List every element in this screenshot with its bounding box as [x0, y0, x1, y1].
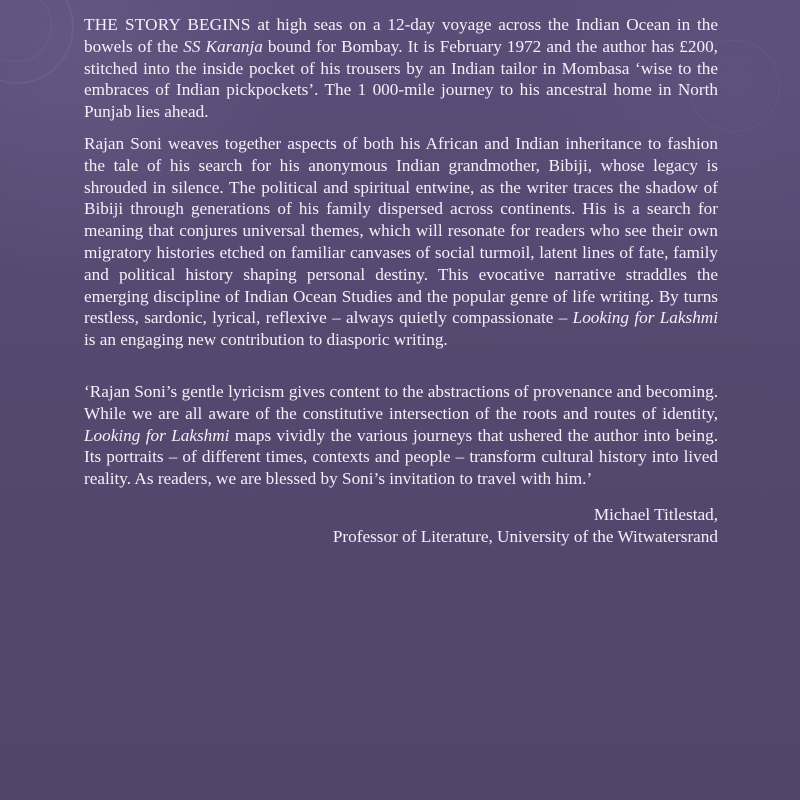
blurb-paragraph-2 — [84, 133, 718, 351]
blurb-text: at high seas on a 12-day voyage across the Indian Ocean in the bowels of the — [84, 15, 718, 56]
quote-text: ‘Rajan Soni’s gentle lyricism gives content to the abstractions of provenance and becoming. While we are all aware of the constitutive intersection of the roots and routes of identity, — [84, 381, 718, 423]
endorser-name: Michael Titlestad, — [593, 504, 718, 524]
endorsement-attribution — [84, 504, 718, 548]
lead-in-caps: THE STORY BEGINS — [84, 15, 251, 34]
book-title: Looking for Lakshmi — [84, 425, 230, 445]
ship-name: SS Karanja — [183, 36, 263, 56]
blurb-text: is an engaging new contribution to diasporic writing. — [84, 330, 448, 350]
book-title: Looking for Lakshmi — [572, 308, 718, 328]
blurb-paragraph-1 — [84, 14, 718, 123]
blurb-text: Rajan Soni weaves together aspects of both his African and Indian inheritance to fashion the tale of his search for his anonymous Indian grandmother, Bibiji, whose legacy is shrouded in silence. The political and spiritual entwine, as the writer traces the shadow of Bibiji through generations of his family dispersed across continents. His is a search for meaning that conjures universal themes, which will resonate for readers who see their own migratory histories etched on familiar canvases of social turmoil, latent lines of fate, family and political history shaping personal destiny. This evocative narrative straddles the emerging discipline of Indian Ocean Studies and the popular genre of life writing. By turns restless, sardonic, lyrical, reflexive – always quietly compassionate – — [84, 133, 718, 328]
endorsement-quote — [84, 381, 718, 490]
blurb-text: bound for Bombay. It is February 1972 and the author has £200, stitched into the inside pocket of his trousers by an Indian tailor in Mombasa ‘wise to the embraces of Indian pickpockets’. The 1 000-mile journey to his ancestral home in North Punjab lies ahead. — [84, 36, 718, 122]
endorser-affiliation: Professor of Literature, University of the Witwatersrand — [332, 526, 718, 546]
quote-text: maps vividly the various journeys that ushered the author into being. Its portraits – of different times, contexts and people – transform cultural history into lived reality. As readers, we are blessed by Soni’s invitation to travel with him.’ — [84, 425, 718, 489]
